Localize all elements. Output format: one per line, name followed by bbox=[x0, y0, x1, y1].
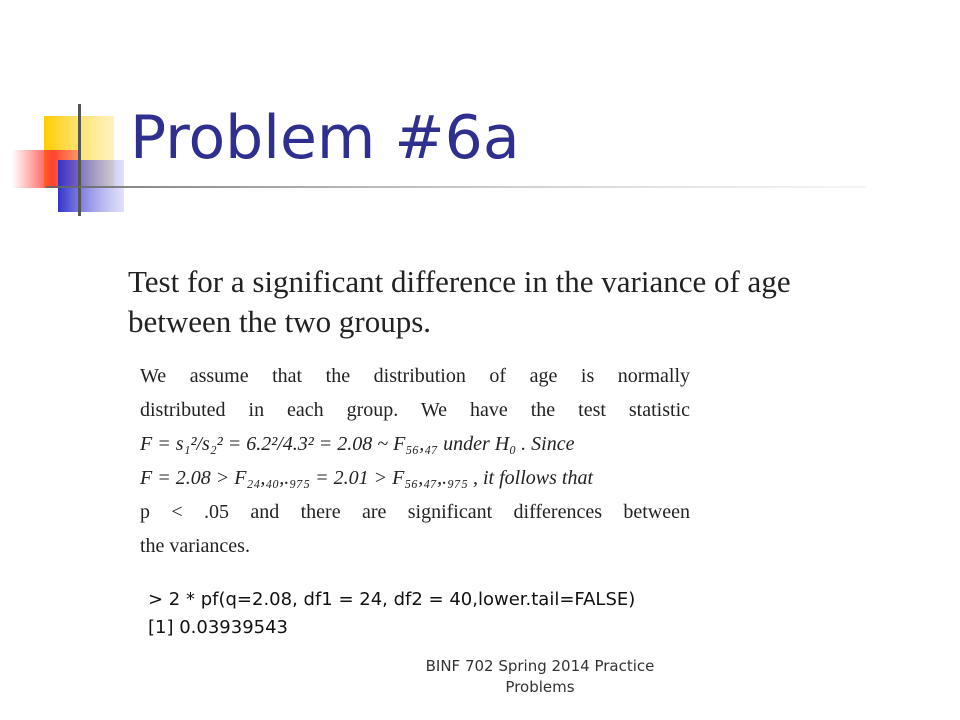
critical-value-comparison: F = 2.08 > F₂₄,₄₀,.₉₇₅ = 2.01 > F₅₆,₄₇,.₉₇₅ , it follows that bbox=[140, 467, 593, 489]
solution-paragraph bbox=[140, 364, 690, 568]
problem-statement-line: between the two groups. bbox=[128, 304, 432, 339]
slide-title: Problem #6a bbox=[130, 103, 520, 173]
solution-line: distributed in each group. We have the test statistic bbox=[140, 399, 690, 421]
slide-footer: BINF 702 Spring 2014 Practice Problems bbox=[425, 657, 655, 696]
solution-line: the variances. bbox=[140, 535, 250, 557]
problem-statement bbox=[128, 262, 791, 342]
r-result: [1] 0.03939543 bbox=[148, 617, 289, 638]
horizontal-rule bbox=[46, 186, 866, 188]
problem-statement-line: Test for a significant difference in the variance of age bbox=[128, 264, 791, 299]
vertical-rule bbox=[78, 104, 81, 216]
r-command: > 2 * pf(q=2.08, df1 = 24, df2 = 40,lower.tail=FALSE) bbox=[148, 589, 636, 610]
test-statistic-equation: F = s₁²/s₂² = 6.2²/4.3² = 2.08 ~ F₅₆,₄₇ under H₀ . Since bbox=[140, 433, 575, 455]
r-console-output bbox=[148, 586, 635, 642]
solution-line: p < .05 and there are significant differences between bbox=[140, 501, 690, 523]
solution-line: We assume that the distribution of age is normally bbox=[140, 365, 690, 387]
